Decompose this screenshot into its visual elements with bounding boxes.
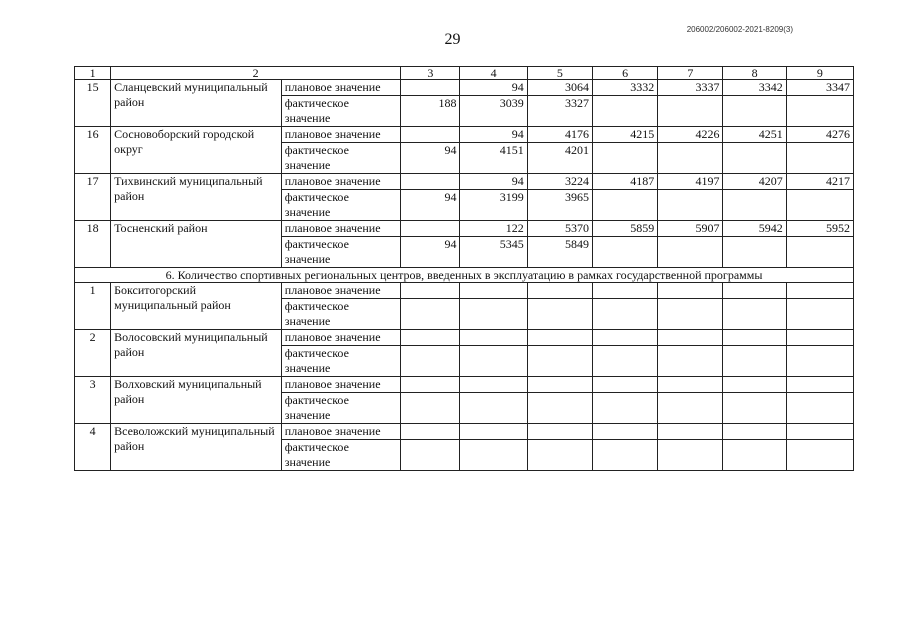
actual-value-cell <box>592 96 657 127</box>
planned-value-cell <box>401 221 460 237</box>
table-row <box>75 80 854 96</box>
planned-value-cell: 4215 <box>592 127 657 143</box>
actual-value-cell: 94 <box>401 190 460 221</box>
actual-value-cell <box>723 96 786 127</box>
actual-value-cell <box>723 237 786 268</box>
planned-value-cell <box>401 424 460 440</box>
planned-value-cell: 5859 <box>592 221 657 237</box>
actual-value-cell <box>401 440 460 471</box>
table-row <box>75 127 854 143</box>
planned-value-cell <box>786 424 853 440</box>
table-row <box>75 330 854 346</box>
actual-value-cell <box>658 440 723 471</box>
planned-value-cell: 3342 <box>723 80 786 96</box>
page-number: 29 <box>444 31 461 48</box>
planned-value-cell <box>592 283 657 299</box>
column-header: 9 <box>786 67 853 80</box>
type-planned: плановое значение <box>281 127 400 143</box>
planned-value-cell: 4226 <box>658 127 723 143</box>
actual-value-cell <box>658 96 723 127</box>
actual-value-cell <box>723 143 786 174</box>
planned-value-cell: 4276 <box>786 127 853 143</box>
planned-value-cell <box>527 424 592 440</box>
row-number: 17 <box>75 174 111 221</box>
planned-value-cell <box>723 424 786 440</box>
planned-value-cell <box>527 377 592 393</box>
actual-value-cell <box>401 393 460 424</box>
planned-value-cell <box>527 330 592 346</box>
planned-value-cell: 4197 <box>658 174 723 190</box>
actual-value-cell <box>786 96 853 127</box>
planned-value-cell <box>592 377 657 393</box>
actual-value-cell <box>723 299 786 330</box>
actual-value-cell <box>592 143 657 174</box>
type-actual: фактическое значение <box>281 190 400 221</box>
actual-value-cell <box>401 299 460 330</box>
actual-value-cell <box>592 190 657 221</box>
type-planned: плановое значение <box>281 330 400 346</box>
planned-value-cell: 94 <box>460 127 527 143</box>
planned-value-cell <box>401 377 460 393</box>
actual-value-cell <box>527 299 592 330</box>
planned-value-cell <box>658 424 723 440</box>
actual-value-cell <box>786 346 853 377</box>
planned-value-cell: 5942 <box>723 221 786 237</box>
actual-value-cell <box>786 393 853 424</box>
actual-value-cell <box>460 346 527 377</box>
planned-value-cell <box>401 330 460 346</box>
district-name: Волховский муниципальный район <box>111 377 282 424</box>
actual-value-cell <box>527 393 592 424</box>
actual-value-cell: 5345 <box>460 237 527 268</box>
planned-value-cell <box>786 377 853 393</box>
planned-value-cell: 5907 <box>658 221 723 237</box>
type-actual: фактическое значение <box>281 346 400 377</box>
district-name: Сланцевский муниципальный район <box>111 80 282 127</box>
planned-value-cell <box>723 330 786 346</box>
column-header: 2 <box>111 67 401 80</box>
planned-value-cell <box>658 377 723 393</box>
type-actual: фактическое значение <box>281 237 400 268</box>
planned-value-cell: 4187 <box>592 174 657 190</box>
district-name: Волосовский муниципальный район <box>111 330 282 377</box>
row-number: 3 <box>75 377 111 424</box>
planned-value-cell: 94 <box>460 174 527 190</box>
actual-value-cell <box>460 393 527 424</box>
actual-value-cell: 3039 <box>460 96 527 127</box>
planned-value-cell <box>723 377 786 393</box>
type-actual: фактическое значение <box>281 299 400 330</box>
planned-value-cell: 3064 <box>527 80 592 96</box>
actual-value-cell <box>592 237 657 268</box>
planned-value-cell: 4251 <box>723 127 786 143</box>
column-header: 1 <box>75 67 111 80</box>
column-header: 7 <box>658 67 723 80</box>
planned-value-cell: 5370 <box>527 221 592 237</box>
type-planned: плановое значение <box>281 174 400 190</box>
actual-value-cell: 5849 <box>527 237 592 268</box>
planned-value-cell: 3224 <box>527 174 592 190</box>
column-header: 3 <box>401 67 460 80</box>
actual-value-cell: 94 <box>401 143 460 174</box>
planned-value-cell: 3347 <box>786 80 853 96</box>
planned-value-cell: 4207 <box>723 174 786 190</box>
actual-value-cell <box>658 237 723 268</box>
planned-value-cell <box>723 283 786 299</box>
actual-value-cell <box>592 393 657 424</box>
actual-value-cell <box>592 440 657 471</box>
table-row <box>75 424 854 440</box>
district-name: Тихвинский муниципальный район <box>111 174 282 221</box>
actual-value-cell: 3199 <box>460 190 527 221</box>
actual-value-cell: 4201 <box>527 143 592 174</box>
planned-value-cell <box>527 283 592 299</box>
actual-value-cell <box>460 299 527 330</box>
table-row <box>75 174 854 190</box>
column-number-row <box>75 67 854 80</box>
document-code: 206002/206002-2021-8209(3) <box>686 25 793 34</box>
district-name: Тосненский район <box>111 221 282 268</box>
actual-value-cell <box>786 237 853 268</box>
row-number: 15 <box>75 80 111 127</box>
planned-value-cell: 4217 <box>786 174 853 190</box>
actual-value-cell: 3965 <box>527 190 592 221</box>
type-actual: фактическое значение <box>281 393 400 424</box>
actual-value-cell <box>723 440 786 471</box>
actual-value-cell <box>658 299 723 330</box>
district-name: Сосновоборский городской округ <box>111 127 282 174</box>
actual-value-cell <box>723 190 786 221</box>
actual-value-cell <box>786 299 853 330</box>
actual-value-cell <box>786 440 853 471</box>
column-header: 8 <box>723 67 786 80</box>
actual-value-cell: 4151 <box>460 143 527 174</box>
row-number: 16 <box>75 127 111 174</box>
table-row <box>75 221 854 237</box>
type-planned: плановое значение <box>281 283 400 299</box>
actual-value-cell <box>592 299 657 330</box>
type-planned: плановое значение <box>281 424 400 440</box>
row-number: 18 <box>75 221 111 268</box>
type-actual: фактическое значение <box>281 96 400 127</box>
planned-value-cell: 3337 <box>658 80 723 96</box>
district-name: Бокситогорский муниципальный район <box>111 283 282 330</box>
actual-value-cell <box>592 346 657 377</box>
planned-value-cell: 5952 <box>786 221 853 237</box>
actual-value-cell: 188 <box>401 96 460 127</box>
row-number: 4 <box>75 424 111 471</box>
district-name: Всеволожский муниципальный район <box>111 424 282 471</box>
column-header: 6 <box>592 67 657 80</box>
section-row <box>75 268 854 283</box>
table-row <box>75 283 854 299</box>
column-header: 5 <box>527 67 592 80</box>
planned-value-cell <box>592 330 657 346</box>
section-title: 6. Количество спортивных региональных центров, введенных в эксплуатацию в рамках государственной программы <box>75 268 854 283</box>
planned-value-cell <box>401 80 460 96</box>
actual-value-cell <box>786 143 853 174</box>
actual-value-cell <box>658 190 723 221</box>
planned-value-cell: 4176 <box>527 127 592 143</box>
actual-value-cell <box>527 440 592 471</box>
planned-value-cell <box>658 330 723 346</box>
type-actual: фактическое значение <box>281 440 400 471</box>
planned-value-cell <box>592 424 657 440</box>
planned-value-cell <box>460 377 527 393</box>
actual-value-cell <box>723 393 786 424</box>
planned-value-cell <box>401 127 460 143</box>
planned-value-cell: 3332 <box>592 80 657 96</box>
actual-value-cell <box>658 143 723 174</box>
type-planned: плановое значение <box>281 377 400 393</box>
actual-value-cell <box>658 393 723 424</box>
actual-value-cell <box>658 346 723 377</box>
indicators-table <box>74 66 854 471</box>
actual-value-cell: 3327 <box>527 96 592 127</box>
actual-value-cell <box>460 440 527 471</box>
type-planned: плановое значение <box>281 80 400 96</box>
planned-value-cell <box>401 283 460 299</box>
planned-value-cell <box>460 424 527 440</box>
planned-value-cell <box>460 283 527 299</box>
planned-value-cell <box>786 283 853 299</box>
planned-value-cell <box>786 330 853 346</box>
planned-value-cell <box>401 174 460 190</box>
actual-value-cell <box>723 346 786 377</box>
table-row <box>75 377 854 393</box>
type-actual: фактическое значение <box>281 143 400 174</box>
type-planned: плановое значение <box>281 221 400 237</box>
row-number: 2 <box>75 330 111 377</box>
planned-value-cell: 94 <box>460 80 527 96</box>
planned-value-cell <box>460 330 527 346</box>
actual-value-cell <box>401 346 460 377</box>
actual-value-cell <box>786 190 853 221</box>
row-number: 1 <box>75 283 111 330</box>
planned-value-cell: 122 <box>460 221 527 237</box>
actual-value-cell <box>527 346 592 377</box>
column-header: 4 <box>460 67 527 80</box>
planned-value-cell <box>658 283 723 299</box>
actual-value-cell: 94 <box>401 237 460 268</box>
